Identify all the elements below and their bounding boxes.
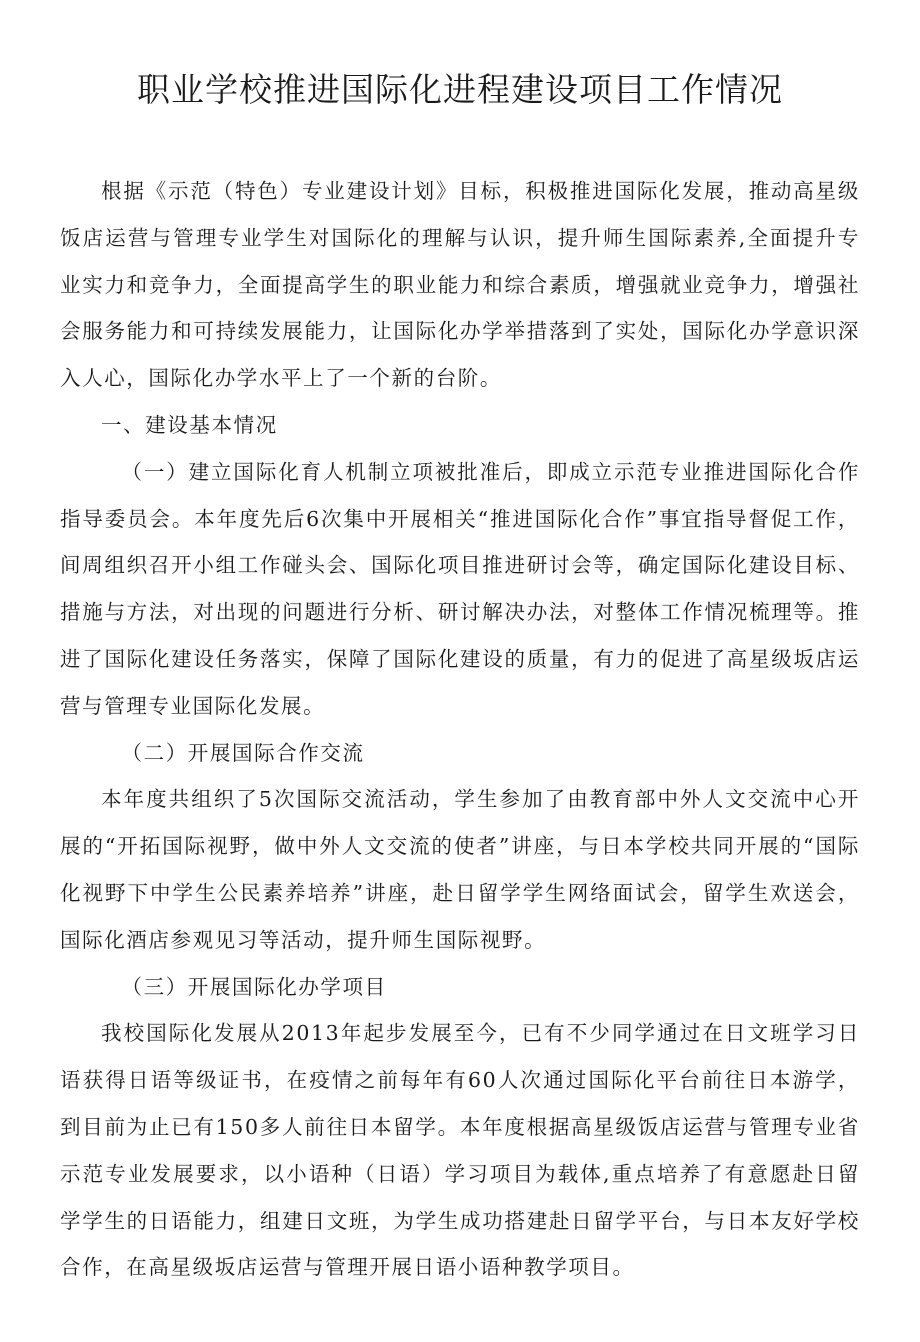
document-body [60, 168, 860, 1291]
intro-paragraph: 根据《示范（特色）专业建设计划》目标，积极推进国际化发展，推动高星级饭店运营与管理专业学生对国际化的理解与认识，提升师生国际素养,全面提升专业实力和竞争力，全面提高学生的职业能力和综合素质，增强就业竞争力，增强社会服务能力和可持续发展能力，让国际化办学举措落到了实处，国际化办学意识深入人心，国际化办学水平上了一个新的台阶。 [60, 179, 860, 391]
subsection-2-heading: （二）开展国际合作交流 [121, 740, 365, 765]
section-heading-basic-situation: 一、建设基本情况 [101, 412, 278, 437]
subsection-2-paragraph: 本年度共组织了5次国际交流活动，学生参加了由教育部中外人文交流中心开展的“开拓国际视野，做中外人文交流的使者”讲座，与日本学校共同开展的“国际化视野下中学生公民素养培养”讲座，赴日留学学生网络面试会，留学生欢送会，国际化酒店参观见习等活动，提升师生国际视野。 [60, 787, 860, 952]
subsection-3-paragraph: 我校国际化发展从2013年起步发展至今，已有不少同学通过在日文班学习日语获得日语等级证书，在疫情之前每年有60人次通过国际化平台前往日本游学，到目前为止已有150多人前往日本留学。本年度根据高星级饭店运营与管理专业省示范专业发展要求，以小语种（日语）学习项目为载体,重点培养了有意愿赴日留学学生的日语能力，组建日文班，为学生成功搭建赴日留学平台，与日本友好学校合作，在高星级坂店运营与管理开展日语小语种教学项目。 [60, 1021, 860, 1280]
document-title: 职业学校推进国际化进程建设项目工作情况 [137, 70, 783, 109]
subsection-1-paragraph: （一）建立国际化育人机制立项被批准后，即成立示范专业推进国际化合作指导委员会。本年度先后6次集中开展相关“推进国际化合作”事宜指导督促工作，间周组织召开小组工作碰头会、国际化项目推进研讨会等，确定国际化建设目标、措施与方法，对出现的问题进行分析、研讨解决办法，对整体工作情况梳理等。推进了国际化建设任务落实，保障了国际化建设的质量，有力的促进了高星级坂店运营与管理专业国际化发展。 [60, 459, 860, 718]
subsection-3-heading: （三）开展国际化办学项目 [121, 974, 387, 999]
